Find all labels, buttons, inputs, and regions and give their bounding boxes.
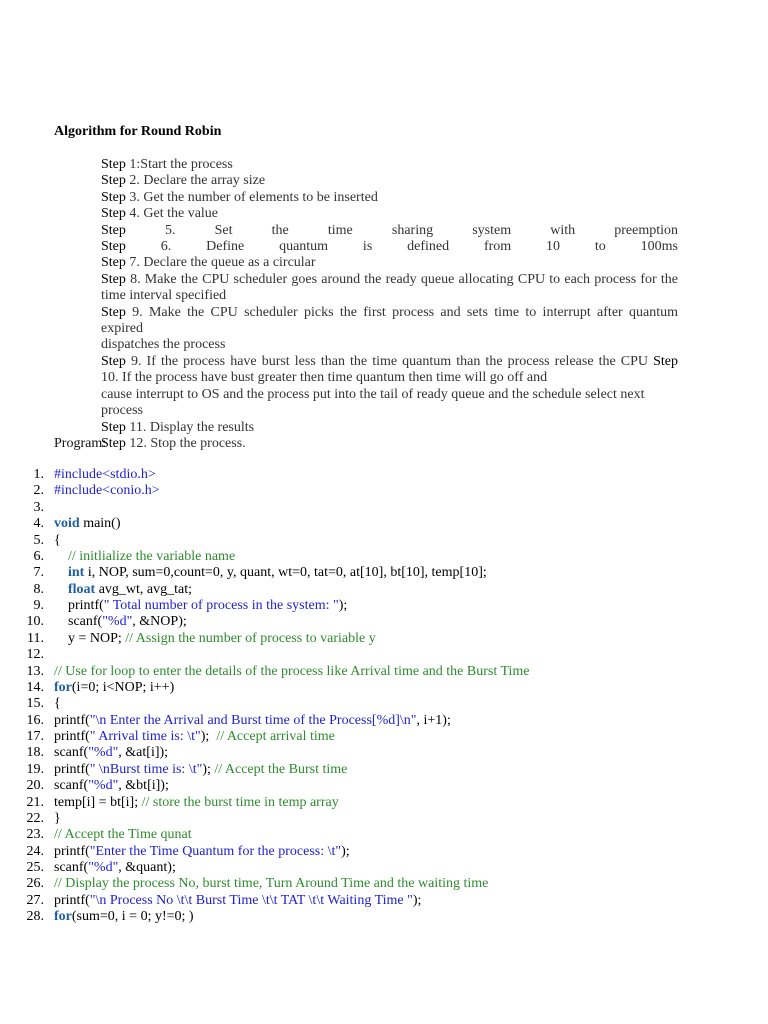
code-line [0,844,768,860]
line-number: 20. [26,778,44,794]
step-line [101,305,678,338]
code-token: temp[i] = bt[i]; [54,794,142,810]
code-text [54,533,61,549]
step-text: 9. Make the CPU scheduler picks the first process and sets time to interrupt after quantum expired [101,304,678,337]
line-number: 18. [26,745,44,761]
code-line [0,795,768,811]
code-line [0,696,768,712]
line-number: 3. [33,499,44,515]
step-line [101,436,678,452]
step-text: dispatches the process [101,337,226,353]
step-text: 10. If the process have bust greater then time quantum then time will go off and [101,370,548,386]
line-number: 24. [26,843,44,859]
line-number: 12. [26,647,44,663]
code-text [54,860,176,876]
step-line [101,288,678,304]
code-string: "\n Process No \t\t Burst Time \t\t TAT \t\t Waiting Time " [89,892,413,908]
step-line [101,354,678,370]
step-label: Step [101,189,126,205]
code-token: scanf( [54,614,103,630]
code-line [0,631,768,647]
code-keyword: void [54,516,80,532]
code-token [54,582,68,597]
step-line [101,223,678,239]
code-text [54,680,174,696]
code-comment: // Accept arrival time [216,729,335,744]
code-token: } [54,810,61,826]
step-line [101,239,678,255]
code-string: " Total number of process in the system: " [103,598,339,613]
code-token: printf( [54,598,104,613]
step-label: Step [101,435,126,451]
step-line [101,420,678,436]
code-comment: // Accept the Time qunat [54,827,192,843]
line-number: 4. [33,516,44,532]
code-line [0,893,768,909]
code-token: { [54,532,61,548]
step-text: 9. If the process have burst less than the time quantum than the process release the CPU [125,353,654,369]
code-token [54,565,68,580]
step-text: 12. Stop the process. [125,435,246,451]
step-label: Step [101,255,126,271]
code-token: , &NOP); [132,614,187,630]
line-number: 23. [26,827,44,843]
code-token: , &quant); [118,860,176,875]
code-keyword: for [54,909,72,925]
code-string: #include<stdio.h> [54,467,156,482]
code-token: (i=0; i<NOP; i++) [71,679,175,695]
code-token: ); [341,843,350,859]
code-line [0,909,768,925]
code-text [54,745,168,761]
code-line [0,647,768,663]
code-string: "\n Enter the Arrival and Burst time of the Process[%d]\n" [89,712,417,728]
step-text: 6. Define quantum is defined from 10 to 100ms [125,239,678,255]
step-line [101,190,678,206]
line-number: 26. [26,876,44,892]
code-text [54,762,347,778]
code-string: "%d" [102,614,133,630]
code-line [0,565,768,581]
step-label: Step [101,157,126,172]
code-text [54,909,194,925]
step-label: Step [101,304,126,320]
code-comment: // store the burst time in temp array [141,794,339,810]
code-line [0,860,768,876]
code-token: printf( [54,729,90,744]
step-line [101,272,678,288]
step-label: Step [101,353,126,369]
code-text [54,598,347,614]
code-line [0,533,768,549]
code-string: " \nBurst time is: \t" [89,761,203,777]
step-text: 3. Get the number of elements to be inserted [125,189,378,205]
code-line [0,778,768,794]
step-text: 7. Declare the queue as a circular [125,255,316,271]
code-keyword: int [68,565,85,581]
code-line [0,811,768,827]
code-token: y = NOP; [54,630,126,646]
code-text [54,795,339,811]
code-string: "%d" [88,745,119,761]
step-label: Step [101,222,126,238]
algorithm-steps [101,157,678,452]
code-token: i, NOP, sum=0,count=0, y, quant, wt=0, tat=0, at[10], bt[10], temp[10]; [84,565,487,581]
step-line [101,157,678,173]
line-number: 7. [33,565,44,581]
step-line [101,173,678,189]
code-token: printf( [54,712,90,728]
code-text [54,664,530,680]
code-text [54,729,335,745]
code-comment: // Display the process No, burst time, Turn Around Time and the waiting time [54,876,489,892]
step-text: cause interrupt to OS and the process put into the tail of ready queue and the schedule select next [101,386,645,402]
code-text [54,631,376,647]
code-keyword: for [54,679,72,695]
code-line [0,680,768,696]
code-line [0,614,768,630]
code-token: { [54,696,61,712]
code-comment: // Use for loop to enter the details of the process like Arrival time and the Burst Time [54,663,530,679]
code-token: ); [338,598,348,613]
code-line [0,745,768,761]
code-line [0,516,768,532]
step-text: 1:Start the process [125,157,233,172]
step-line [101,403,678,419]
line-number: 15. [26,696,44,712]
code-token: printf( [54,843,90,859]
code-text [54,614,187,630]
code-token: scanf( [54,778,89,794]
code-line [0,467,768,483]
code-text [54,516,121,532]
line-number: 11. [27,630,44,646]
code-string: "%d" [88,778,119,794]
step-text: 8. Make the CPU scheduler goes around the ready queue allocating CPU to each process for the [125,271,678,287]
line-number: 1. [33,467,44,482]
document-title: Algorithm for Round Robin [54,124,222,139]
code-line [0,549,768,565]
step-text: 5. Set the time sharing system with preemption [125,222,678,238]
line-number: 6. [33,548,44,564]
code-string: #include<conio.h> [54,483,160,499]
code-line [0,713,768,729]
code-token: (sum=0, i = 0; y!=0; ) [71,909,194,925]
code-text [54,811,61,827]
step-text: 2. Declare the array size [125,173,266,189]
line-number: 5. [33,532,44,548]
code-token: scanf( [54,745,89,761]
code-string: "%d" [88,860,119,875]
code-keyword: float [68,581,96,597]
code-text [54,778,169,794]
code-token: , &bt[i]); [118,778,169,794]
line-number: 21. [26,794,44,810]
step-label: Step [101,271,126,287]
step-text: 11. Display the results [125,419,255,435]
line-number: 8. [33,581,44,597]
code-line [0,876,768,892]
line-number: 13. [26,663,44,679]
step-label: Step [101,173,126,189]
line-number: 10. [26,614,44,630]
code-token: ); [202,761,215,777]
code-text [54,876,488,892]
line-number: 28. [26,909,44,925]
code-line [0,598,768,614]
code-comment: // Accept the Burst time [214,761,348,777]
line-number: 14. [26,679,44,695]
code-line [0,827,768,843]
step-line [101,337,678,353]
code-text [54,893,421,909]
code-text [54,467,156,483]
code-line [0,483,768,499]
code-token: main() [79,516,121,532]
line-number: 16. [26,712,44,728]
code-text [54,696,61,712]
line-number: 25. [26,860,44,875]
step-line [101,255,678,271]
code-text [54,582,192,598]
code-comment: // initlialize the variable name [54,548,236,564]
code-text [54,844,350,860]
step-label: Step [101,206,126,222]
line-number: 17. [26,729,44,744]
code-token: , i+1); [416,712,451,728]
code-listing [0,467,768,926]
line-number: 2. [33,483,44,499]
code-string: "Enter the Time Quantum for the process: \t" [89,843,342,859]
code-token: scanf( [54,860,89,875]
code-text [54,713,451,729]
code-token: , &at[i]); [118,745,169,761]
code-text [54,483,160,499]
code-token: avg_wt, avg_tat; [95,581,193,597]
step-text: 4. Get the value [125,206,219,222]
code-line [0,582,768,598]
step-line [101,206,678,222]
code-string: " Arrival time is: \t" [89,729,201,744]
code-token: ); [200,729,217,744]
code-line [0,729,768,745]
step-text: process [101,403,143,419]
code-text [54,827,192,843]
line-number: 9. [33,598,44,613]
code-comment: // Assign the number of process to variable y [125,630,376,646]
code-line [0,664,768,680]
line-number: 19. [26,761,44,777]
code-token: ); [412,892,422,908]
line-number: 22. [26,810,44,826]
step-text: time interval specified [101,288,227,304]
step-label: Step [101,419,126,435]
program-label: Program: [54,436,107,451]
code-text [54,565,487,581]
code-line [0,500,768,516]
line-number: 27. [26,892,44,908]
step-label: Step [101,239,126,255]
step-line [101,387,678,403]
code-token: printf( [54,761,90,777]
code-token: printf( [54,892,90,908]
code-text [54,549,235,565]
step-line [101,370,678,386]
step-label: Step [653,353,678,369]
code-line [0,762,768,778]
